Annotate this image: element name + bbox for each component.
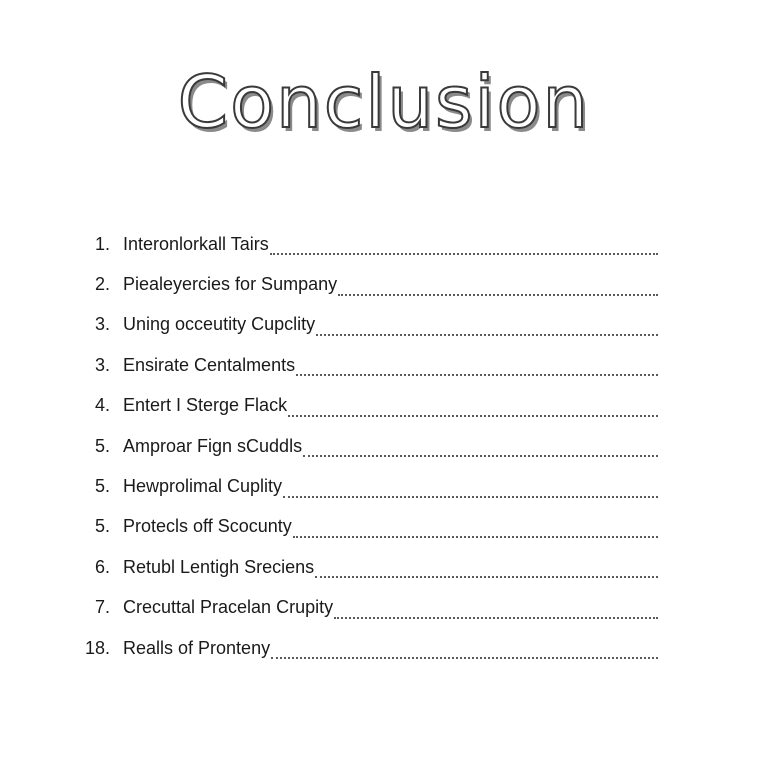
toc-item-label: Amproar Fign sCuddls	[123, 435, 303, 456]
toc-item	[78, 547, 658, 587]
dot-leader	[334, 599, 658, 619]
toc-item-label: Realls of Pronteny	[123, 637, 271, 658]
dot-leader	[293, 518, 658, 538]
toc-item-number: 3.	[94, 354, 110, 375]
toc-item-label: Hewprolimal Cuplity	[123, 476, 283, 497]
toc-item	[78, 305, 658, 345]
toc-item	[78, 224, 658, 264]
toc-item-label: Entert I Sterge Flack	[123, 395, 288, 416]
toc-item-label: Interonlorkall Tairs	[123, 233, 269, 254]
toc-item	[78, 507, 658, 547]
toc-item	[78, 345, 658, 385]
toc-item-number: 4.	[94, 395, 110, 416]
toc-item-number: 2.	[94, 274, 110, 295]
dot-leader	[315, 558, 658, 578]
page-title: Conclusion	[177, 60, 591, 144]
toc-item-label: Piealeyercies for Sumpany	[123, 274, 338, 295]
dot-leader	[270, 235, 658, 255]
toc-item	[78, 588, 658, 628]
dot-leader	[271, 639, 658, 659]
toc-item-number: 3.	[94, 314, 110, 335]
toc-item-label: Ensirate Centalments	[123, 354, 296, 375]
dot-leader	[316, 316, 658, 336]
toc-item-label: Retubl Lentigh Sreciens	[123, 556, 315, 577]
dot-leader	[338, 276, 658, 296]
toc-item	[78, 264, 658, 304]
dot-leader	[296, 356, 658, 376]
dot-leader	[283, 478, 658, 498]
toc-item-number: 7.	[94, 597, 110, 618]
toc-item	[78, 466, 658, 506]
toc-item-number: 5.	[94, 435, 110, 456]
toc-item-label: Protecls off Scocunty	[123, 516, 292, 537]
toc-item-number: 6.	[94, 556, 110, 577]
toc-item-number: 1.	[94, 233, 110, 254]
table-of-contents	[78, 224, 658, 668]
toc-item	[78, 386, 658, 426]
toc-item-number: 18.	[84, 637, 110, 658]
toc-item-label: Crecuttal Pracelan Crupity	[123, 597, 334, 618]
toc-item	[78, 426, 658, 466]
dot-leader	[288, 397, 658, 417]
dot-leader	[303, 437, 658, 457]
toc-item	[78, 628, 658, 668]
toc-item-number: 5.	[94, 476, 110, 497]
toc-item-number: 5.	[94, 516, 110, 537]
toc-item-label: Uning occeutity Cupclity	[123, 314, 316, 335]
